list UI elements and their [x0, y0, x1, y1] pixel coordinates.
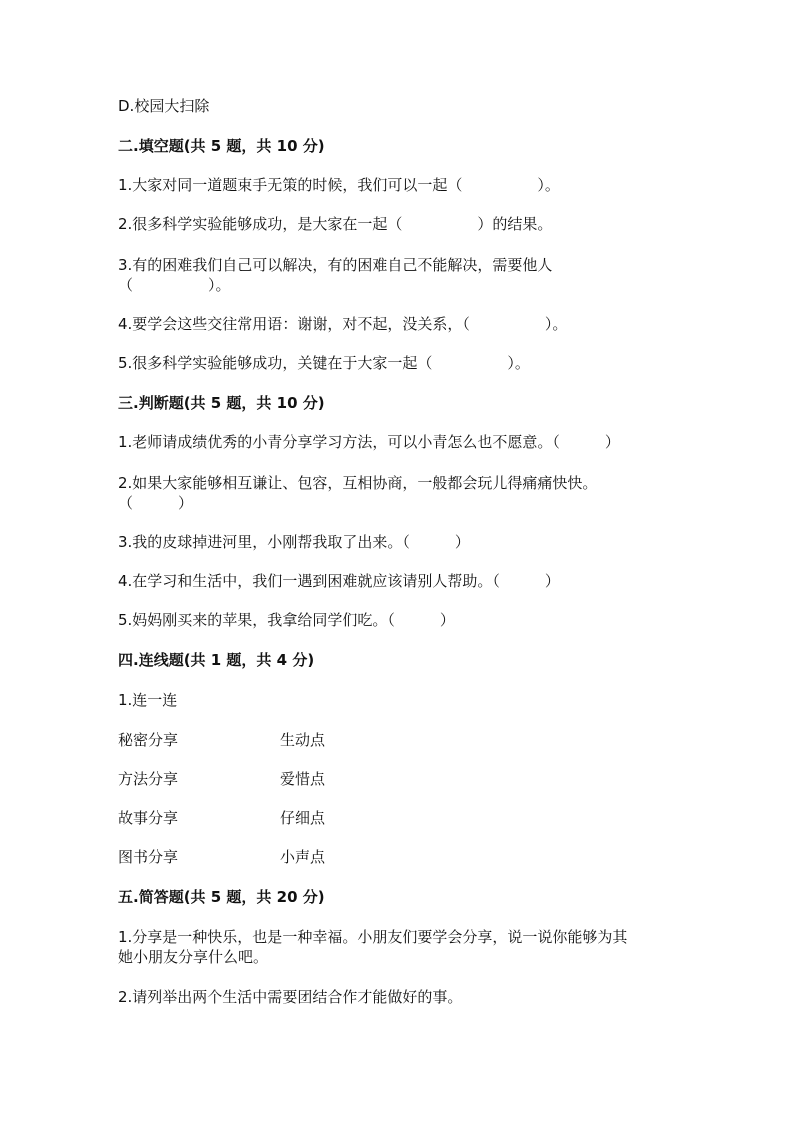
section-heading-matching: 四.连线题(共 1 题，共 4 分) [118, 651, 315, 669]
section-heading-fill-blank: 二.填空题(共 5 题，共 10 分) [118, 137, 325, 155]
true-false-question-2-line-2: （ ） [118, 494, 194, 512]
matching-question-1: 1.连一连 [118, 691, 178, 709]
matching-left-item: 故事分享 [118, 809, 179, 827]
true-false-question-2-line-1: 2.如果大家能够相互谦让、包容，互相协商，一般都会玩儿得痛痛快快。 [118, 474, 598, 492]
short-answer-question-1-line-2: 她小朋友分享什么吧。 [118, 948, 269, 966]
matching-right-item: 仔细点 [280, 809, 326, 827]
true-false-question-5: 5.妈妈刚买来的苹果，我拿给同学们吃。（ ） [118, 611, 455, 629]
true-false-question-3: 3.我的皮球掉进河里，小刚帮我取了出来。（ ） [118, 533, 470, 551]
matching-left-item: 秘密分享 [118, 731, 179, 749]
section-heading-true-false: 三.判断题(共 5 题，共 10 分) [118, 394, 325, 412]
true-false-question-4: 4.在学习和生活中，我们一遇到困难就应该请别人帮助。（ ） [118, 572, 560, 590]
fill-blank-question-3-line-1: 3.有的困难我们自己可以解决，有的困难自己不能解决，需要他人 [118, 256, 553, 274]
true-false-question-1: 1.老师请成绩优秀的小青分享学习方法，可以小青怎么也不愿意。（ ） [118, 433, 620, 451]
matching-left-item: 方法分享 [118, 770, 179, 788]
fill-blank-question-1: 1.大家对同一道题束手无策的时候，我们可以一起（ ）。 [118, 176, 560, 194]
matching-right-item: 生动点 [280, 731, 326, 749]
fill-blank-question-2: 2.很多科学实验能够成功，是大家在一起（ ）的结果。 [118, 215, 553, 233]
short-answer-question-1-line-1: 1.分享是一种快乐，也是一种幸福。小朋友们要学会分享，说一说你能够为其 [118, 928, 628, 946]
option-d: D.校园大扫除 [118, 97, 210, 115]
short-answer-question-2: 2.请列举出两个生活中需要团结合作才能做好的事。 [118, 988, 463, 1006]
section-heading-short-answer: 五.简答题(共 5 题，共 20 分) [118, 888, 325, 906]
matching-left-item: 图书分享 [118, 848, 179, 866]
fill-blank-question-4: 4.要学会这些交往常用语：谢谢，对不起，没关系，（ ）。 [118, 315, 568, 333]
matching-right-item: 爱惜点 [280, 770, 326, 788]
fill-blank-question-5: 5.很多科学实验能够成功，关键在于大家一起（ ）。 [118, 354, 530, 372]
fill-blank-question-3-line-2: （ ）。 [118, 276, 231, 294]
matching-right-item: 小声点 [280, 848, 326, 866]
